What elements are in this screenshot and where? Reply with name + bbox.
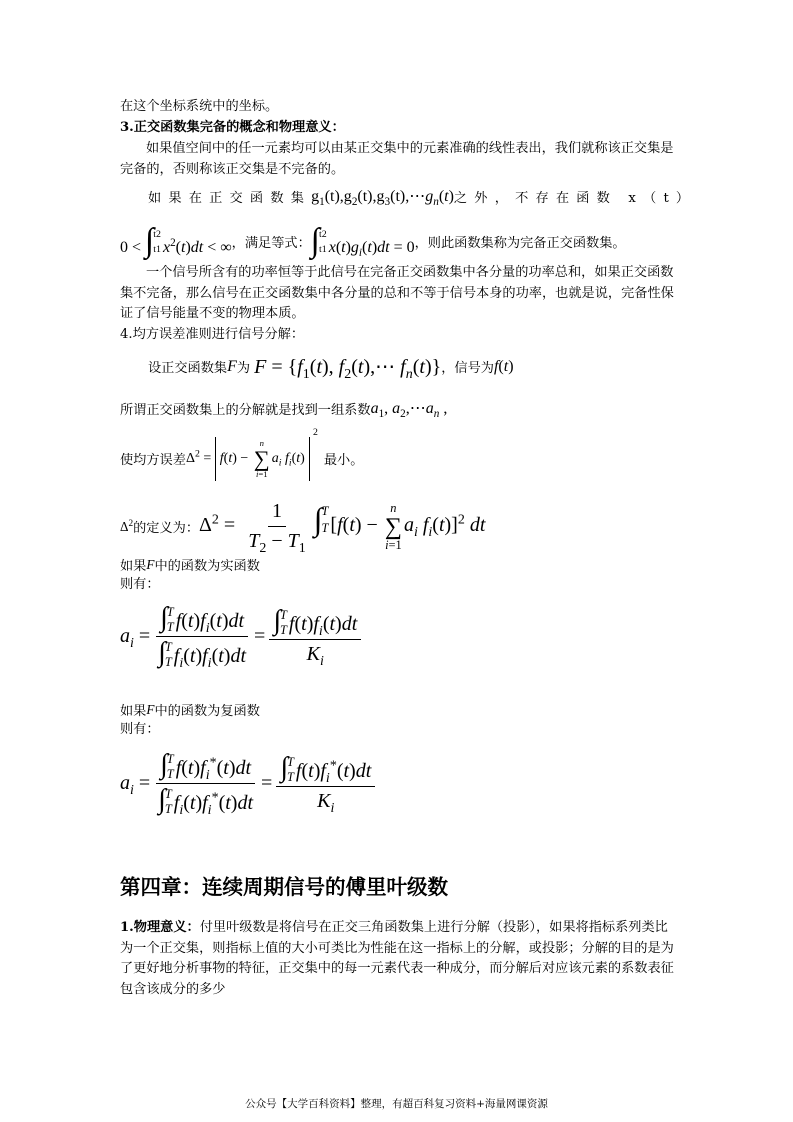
complex-coefficient-formula: $a_i$ = ∫ T T $f(t)f_i^*(t)dt$ ∫ T T $f_i(t)f_i^*(t)dt$ = ∫ T T $f(t)f_i^*(t)dt$ $K_i$ bbox=[120, 752, 379, 815]
mse-formula: $\Delta^2 = f(t)$ − n ∑ i=1 $a_i$ $f_i(t)$ 2 bbox=[185, 427, 318, 480]
physical-meaning-label: 1.物理意义： bbox=[120, 920, 200, 935]
page-footer: 公众号【大学百科资料】整理，有超百科复习资料+海量网课资源 bbox=[245, 1098, 548, 1110]
decomposition-line bbox=[120, 398, 447, 418]
coefficients-formula: $a_1$, $a_2,\cdots a_n$ , bbox=[370, 400, 448, 420]
real-case-text: 中的函数为实函数 bbox=[154, 559, 260, 574]
set-definition-line bbox=[148, 354, 514, 382]
orthogonality-equation-formula: ∫ t2 t1 $x(t)g_i(t)dt = 0$ bbox=[310, 222, 415, 259]
signal-formula: f(t) bbox=[493, 357, 514, 375]
delta-squared-symbol: $\Delta^2$ bbox=[120, 517, 134, 534]
real-case-line bbox=[120, 555, 260, 574]
mse-text-b: 最小。 bbox=[323, 453, 364, 469]
definition-text: 的定义为： bbox=[133, 521, 200, 536]
power-paragraph: 一个信号所含有的功率恒等于此信号在完备正交函数集中各分量的功率总和，如果正交函数集不完备，那么信号在正交函数集中各分量的总和不等于信号本身的功率，也就是说，完备性保证了信号能量不变的物理本质。 bbox=[120, 265, 674, 321]
completeness-condition-line bbox=[120, 222, 626, 259]
complex-case-pre: 如果 bbox=[120, 704, 147, 719]
set-text-a: 设正交函数集 bbox=[148, 361, 228, 376]
intro-line: 在这个坐标系统中的坐标。 bbox=[120, 99, 279, 114]
completeness-paragraph: 如果值空间中的任一元素均可以由某正交集中的元素准确的线性表出，我们就称该正交集是完备的，否则称该正交集是不完备的。 bbox=[120, 141, 674, 177]
mse-line bbox=[120, 427, 364, 481]
then-label-1: 则有： bbox=[120, 577, 160, 592]
set-formula: $F = \{f_1(t)$, $f_2(t),\cdots$ $f_n(t)$} bbox=[254, 356, 442, 382]
orthogonal-set-formula: $g_1(t),g_2(t),g_3(t),\cdots g_n(t)$ bbox=[311, 188, 454, 208]
mse-text-a: 使均方误差 bbox=[120, 453, 186, 469]
complex-case-text: 中的函数为复函数 bbox=[154, 704, 260, 719]
section-4-heading: 4.均方误差准则进行信号分解： bbox=[120, 327, 305, 342]
orthogonal-set-text-b: 之外，不存在函数 x（t） bbox=[453, 190, 697, 206]
section-3-heading: 3.正交函数集完备的概念和物理意义： bbox=[120, 120, 345, 135]
decomposition-text: 所谓正交函数集上的分解就是找到一组系数 bbox=[120, 402, 371, 418]
real-coefficient-formula: $a_i$ = ∫ T T $f(t)f_i(t)dt$ ∫ T T $f_i(t)f_i(t)dt$ = ∫ T T $f(t)f_i(t)dt$ $K_i$ bbox=[120, 605, 365, 668]
real-case-symbol: F bbox=[146, 556, 155, 572]
chapter-4-paragraph bbox=[120, 918, 675, 1000]
chapter-4-title: 第四章：连续周期信号的傅里叶级数 bbox=[120, 875, 448, 899]
mse-definition-formula: $\Delta^2$ = $\frac{1}{T_2 - T_1}$ ∫ T T [f(t) − n ∑ i=1 $a_i$ $f_i(t)]^2$ dt bbox=[199, 500, 486, 556]
condition-text-b: ，满足等式： bbox=[231, 236, 311, 252]
set-text-c: ，信号为 bbox=[441, 361, 494, 376]
orthogonal-set-text-a: 如果在正交函数集 bbox=[148, 190, 312, 206]
condition-text-c: ，则此函数集称为完备正交函数集。 bbox=[414, 236, 626, 252]
then-label-2: 则有： bbox=[120, 722, 160, 737]
set-symbol-f: F bbox=[227, 357, 237, 375]
orthogonal-set-line bbox=[148, 186, 697, 208]
real-case-pre: 如果 bbox=[120, 559, 147, 574]
complex-case-line bbox=[120, 700, 260, 719]
energy-inequality-formula: 0 < ∫ t2 t1 $x^2(t)dt$ < ∞ bbox=[120, 222, 232, 259]
physical-meaning-text: 付里叶级数是将信号在正交三角函数集上进行分解（投影），如果将指标系列类比为一个正交集，则指标上值的大小可类比为性能在这一指标上的分解，或投影；分解的目的是为了更好地分析事物的特征，正交集中的每一元素代表一种成分，而分解后对应该元素的系数表征包含该成分的多少 bbox=[120, 920, 674, 997]
complex-case-symbol: F bbox=[146, 701, 155, 717]
set-text-b: 为 bbox=[236, 361, 251, 376]
mse-definition-line bbox=[120, 500, 486, 556]
